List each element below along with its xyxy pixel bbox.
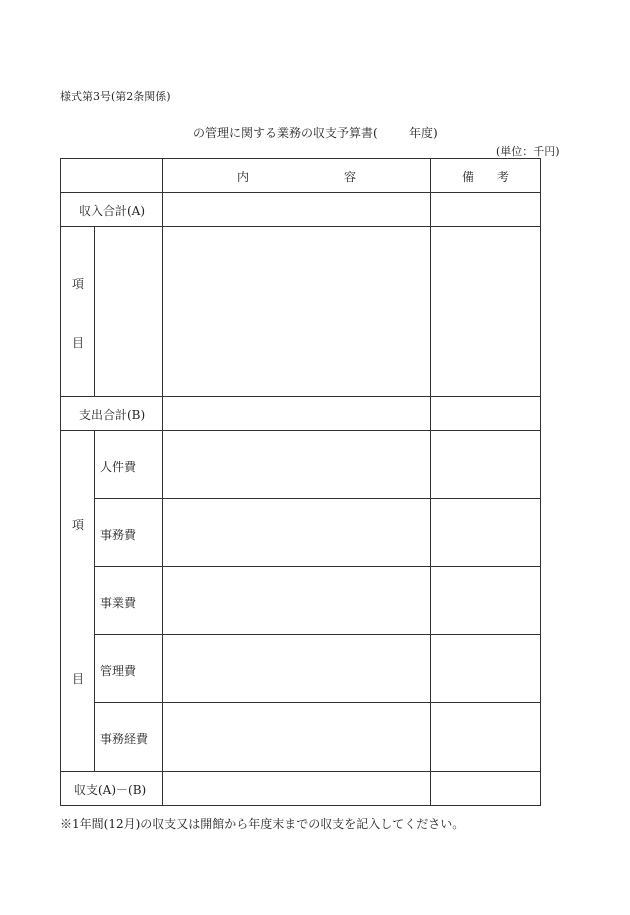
table-border-right [540,158,541,806]
column-divider-item [94,226,95,396]
document-title-prefix: の管理に関する業務の収支予算書( [193,126,378,140]
income-item-label-char2: 目 [72,336,85,350]
expense-item-label-char1: 項 [72,518,85,532]
table-border-left [60,158,61,806]
row-divider [60,430,541,431]
row-divider [60,771,541,772]
column-divider-remarks [430,158,431,806]
expense-item-office-expenses: 事務経費 [100,732,149,746]
document-title-year: 年度) [409,126,438,140]
expense-item-management: 管理費 [100,664,137,678]
income-item-label-char1: 項 [72,277,85,291]
footnote: ※1年間(12月)の収支又は開館から年度末までの収支を記入してください。 [60,817,465,831]
row-divider [60,226,541,227]
expense-item-office: 事務費 [100,528,137,542]
expense-total-label: 支出合計(B) [79,408,146,422]
expense-item-personnel: 人件費 [100,460,137,474]
header-remarks-char1: 備 [462,170,475,184]
unit-label: (単位：千円) [496,145,560,158]
header-content-char2: 容 [344,170,357,184]
income-total-label: 収入合計(A) [79,204,146,218]
row-divider [60,396,541,397]
header-remarks-char2: 考 [497,170,510,184]
column-divider-item [94,430,95,771]
expense-item-label-char2: 目 [72,672,85,686]
table-border-bottom [60,805,541,806]
table-border-top [60,158,541,159]
row-divider [60,192,541,193]
expense-item-project: 事業費 [100,596,137,610]
header-content-char1: 内 [237,170,250,184]
balance-label: 収支(A)－(B) [74,783,147,797]
column-divider-content [162,158,163,806]
form-number: 様式第3号(第2条関係) [60,90,171,103]
